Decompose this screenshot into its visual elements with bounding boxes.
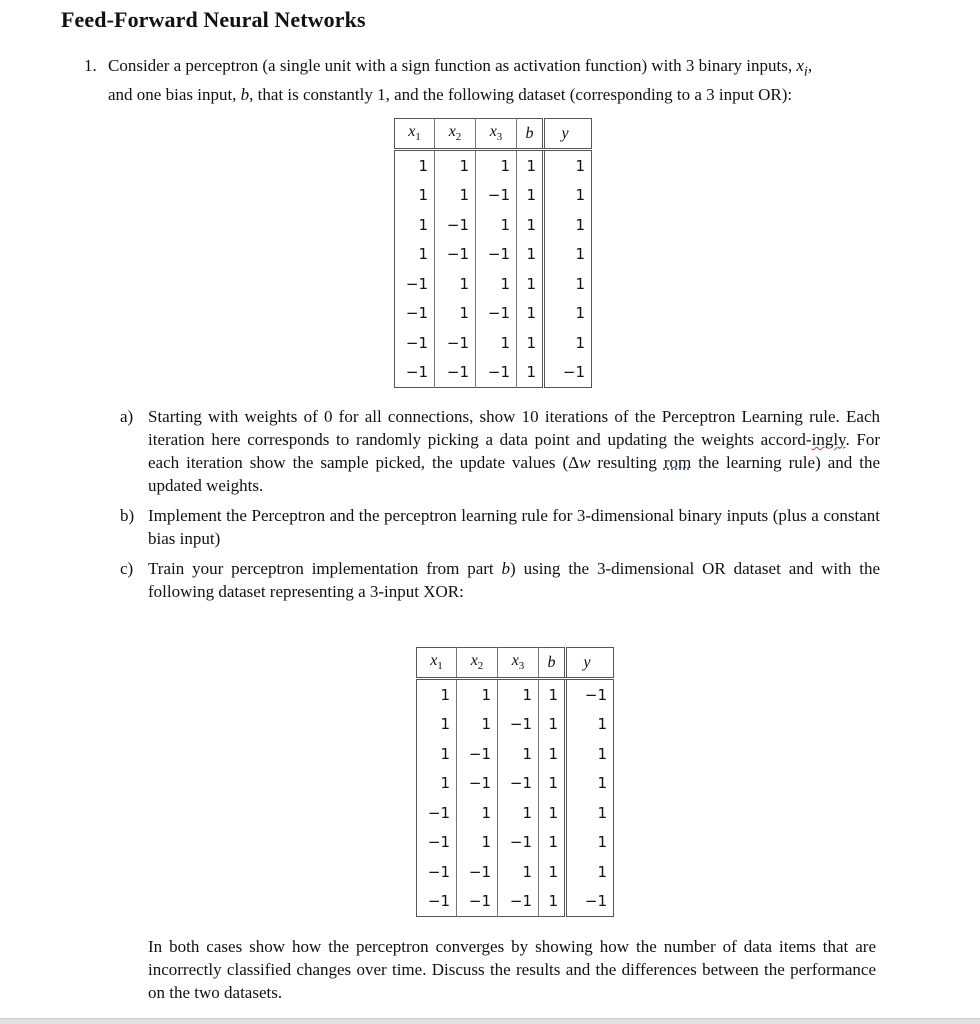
part-b-label: b) xyxy=(120,506,135,525)
table-cell: 1 xyxy=(566,798,614,828)
table-cell: 1 xyxy=(539,710,566,740)
header-y: y xyxy=(566,648,614,679)
header-x2: $x_2$ xyxy=(457,648,498,679)
table-cell: 1 xyxy=(517,269,544,299)
table-cell: −1 xyxy=(427,892,450,911)
table-cell: 1 xyxy=(476,269,517,299)
table-cell: 1 xyxy=(566,739,614,769)
table-cell: 1 xyxy=(539,679,566,710)
table-cell: 1 xyxy=(539,798,566,828)
part-a-spelling-flag: ingly xyxy=(811,430,846,449)
table-cell: 1 xyxy=(418,156,428,175)
table-cell: −1 xyxy=(476,358,517,388)
table-cell: −1 xyxy=(457,739,498,769)
part-c xyxy=(120,557,880,603)
table-cell: 1 xyxy=(566,769,614,799)
table-row xyxy=(417,798,614,828)
question-comma: , xyxy=(807,56,813,75)
question-text xyxy=(108,54,884,106)
table-row xyxy=(395,269,592,299)
table-cell: 1 xyxy=(517,240,544,270)
table-cell: 1 xyxy=(418,186,428,205)
var-w: w xyxy=(579,453,591,472)
table-cell: 1 xyxy=(544,210,592,240)
question-intro: Consider a perceptron (a single unit with a sign function as activation function) with 3 binary inputs, xyxy=(108,56,797,75)
table-cell: 1 xyxy=(498,798,539,828)
table-cell: 1 xyxy=(435,181,476,211)
table-cell: 1 xyxy=(544,181,592,211)
part-c-text: Train your perceptron implementation from part xyxy=(148,559,502,578)
table-cell: −1 xyxy=(427,803,450,822)
header-b: b xyxy=(517,119,544,150)
table-cell: 1 xyxy=(517,210,544,240)
header-x3: $x_3$ xyxy=(498,648,539,679)
var-b: b xyxy=(240,85,250,105)
question-1 xyxy=(84,54,884,106)
part-c-label: c) xyxy=(120,559,134,578)
question-bias-text: and one bias input, xyxy=(108,85,241,105)
table-cell: 1 xyxy=(476,150,517,181)
table-cell: −1 xyxy=(405,274,428,293)
header-x1: $x_1$ xyxy=(417,648,457,679)
table-cell: −1 xyxy=(566,679,614,710)
table-cell: −1 xyxy=(435,210,476,240)
table-cell: 1 xyxy=(476,210,517,240)
table-cell: 1 xyxy=(457,710,498,740)
part-b-text: Implement the Perceptron and the perceptron learning rule for 3-dimensional binary inputs (plus a constant bias input) xyxy=(148,506,880,548)
table-cell: 1 xyxy=(539,887,566,917)
header-x1: $x_1$ xyxy=(395,119,435,150)
table-cell: 1 xyxy=(517,328,544,358)
table-header-row xyxy=(395,119,592,150)
table-cell: −1 xyxy=(476,299,517,329)
table-cell: 1 xyxy=(440,715,450,734)
table-cell: −1 xyxy=(457,857,498,887)
table-cell: 1 xyxy=(440,774,450,793)
table-cell: 1 xyxy=(517,150,544,181)
table-row xyxy=(417,679,614,710)
table-cell: −1 xyxy=(427,833,450,852)
table-cell: −1 xyxy=(457,887,498,917)
table-cell: 1 xyxy=(435,299,476,329)
table-row xyxy=(395,240,592,270)
header-x3: $x_3$ xyxy=(476,119,517,150)
table-cell: 1 xyxy=(539,769,566,799)
table-cell: −1 xyxy=(498,887,539,917)
part-a-text: Starting with weights of 0 for all connections, show 10 iterations of the Perceptron Learning rule. Each iteration here corresponds to randomly picking a data point and updating the weights accord- xyxy=(148,407,880,449)
table-cell: 1 xyxy=(544,240,592,270)
table-cell: −1 xyxy=(476,240,517,270)
page-title: Feed-Forward Neural Networks xyxy=(61,7,366,32)
table-cell: 1 xyxy=(498,857,539,887)
table-row xyxy=(395,299,592,329)
part-b xyxy=(120,504,880,550)
table-cell: −1 xyxy=(498,828,539,858)
part-a-text-3: resulting xyxy=(590,453,664,472)
table-cell: 1 xyxy=(566,710,614,740)
table-row xyxy=(417,769,614,799)
table-cell: 1 xyxy=(517,358,544,388)
part-a-label: a) xyxy=(120,407,134,426)
table-cell: −1 xyxy=(498,710,539,740)
table-cell: 1 xyxy=(418,245,428,264)
var-x-subscript: i xyxy=(803,63,808,80)
table-cell: 1 xyxy=(440,685,450,704)
table-row xyxy=(395,358,592,388)
var-x: x xyxy=(796,56,804,75)
table-cell: 1 xyxy=(517,181,544,211)
sub-questions xyxy=(120,405,880,610)
table-cell: −1 xyxy=(435,240,476,270)
table-row xyxy=(395,210,592,240)
table-cell: −1 xyxy=(435,328,476,358)
table-cell: 1 xyxy=(566,857,614,887)
table-cell: 1 xyxy=(498,739,539,769)
table-cell: −1 xyxy=(405,304,428,323)
table-cell: −1 xyxy=(405,363,428,382)
table-cell: 1 xyxy=(457,679,498,710)
xor-dataset-table xyxy=(416,647,614,917)
table-cell: 1 xyxy=(544,328,592,358)
table-cell: 1 xyxy=(544,150,592,181)
table-row xyxy=(395,328,592,358)
question-number: 1. xyxy=(84,56,97,75)
table-row xyxy=(417,828,614,858)
table-cell: 1 xyxy=(544,299,592,329)
table-cell: 1 xyxy=(498,679,539,710)
table-cell: −1 xyxy=(427,862,450,881)
table-row xyxy=(417,710,614,740)
table-cell: 1 xyxy=(539,739,566,769)
table-cell: 1 xyxy=(435,269,476,299)
table-cell: 1 xyxy=(566,828,614,858)
table-row xyxy=(395,181,592,211)
table-header-row xyxy=(417,648,614,679)
horizontal-scrollbar[interactable] xyxy=(0,1018,980,1024)
table-cell: −1 xyxy=(476,181,517,211)
table-cell: 1 xyxy=(435,150,476,181)
part-a xyxy=(120,405,880,497)
table-cell: −1 xyxy=(435,358,476,388)
table-cell: −1 xyxy=(566,887,614,917)
part-a-grammar-flag: rom xyxy=(663,453,692,472)
table-cell: 1 xyxy=(440,744,450,763)
part-c-text-2: ) using the 3-dimensional OR dataset and with the following dataset representing a 3-input XOR: xyxy=(148,559,880,601)
table-row xyxy=(417,739,614,769)
header-x2: $x_2$ xyxy=(435,119,476,150)
table-cell: −1 xyxy=(498,769,539,799)
header-y: y xyxy=(544,119,592,150)
part-a-text-4: the learning rule) and the updated weights. xyxy=(148,453,880,495)
closing-instructions: In both cases show how the perceptron converges by showing how the number of data items that are incorrectly classified changes over time. Discuss the results and the differences between the performance on the two datasets. xyxy=(148,937,876,1002)
table-cell: −1 xyxy=(405,333,428,352)
table-cell: 1 xyxy=(476,328,517,358)
part-c-ref: b xyxy=(501,559,511,578)
delta-symbol: Δ xyxy=(568,453,580,472)
table-cell: 1 xyxy=(457,798,498,828)
table-row xyxy=(417,857,614,887)
table-row xyxy=(395,150,592,181)
table-cell: 1 xyxy=(544,269,592,299)
table-cell: −1 xyxy=(544,358,592,388)
part-a-text-2: . For each iteration show the sample picked, the update values ( xyxy=(148,430,880,472)
table-row xyxy=(417,887,614,917)
header-b: b xyxy=(539,648,566,679)
table-cell: 1 xyxy=(418,215,428,234)
question-dataset-text: , that is constantly 1, and the following dataset (corresponding to a 3 input OR): xyxy=(249,85,793,105)
table-cell: 1 xyxy=(517,299,544,329)
or-dataset-table xyxy=(394,118,592,388)
table-cell: 1 xyxy=(539,857,566,887)
table-cell: 1 xyxy=(539,828,566,858)
table-cell: −1 xyxy=(457,769,498,799)
table-cell: 1 xyxy=(457,828,498,858)
